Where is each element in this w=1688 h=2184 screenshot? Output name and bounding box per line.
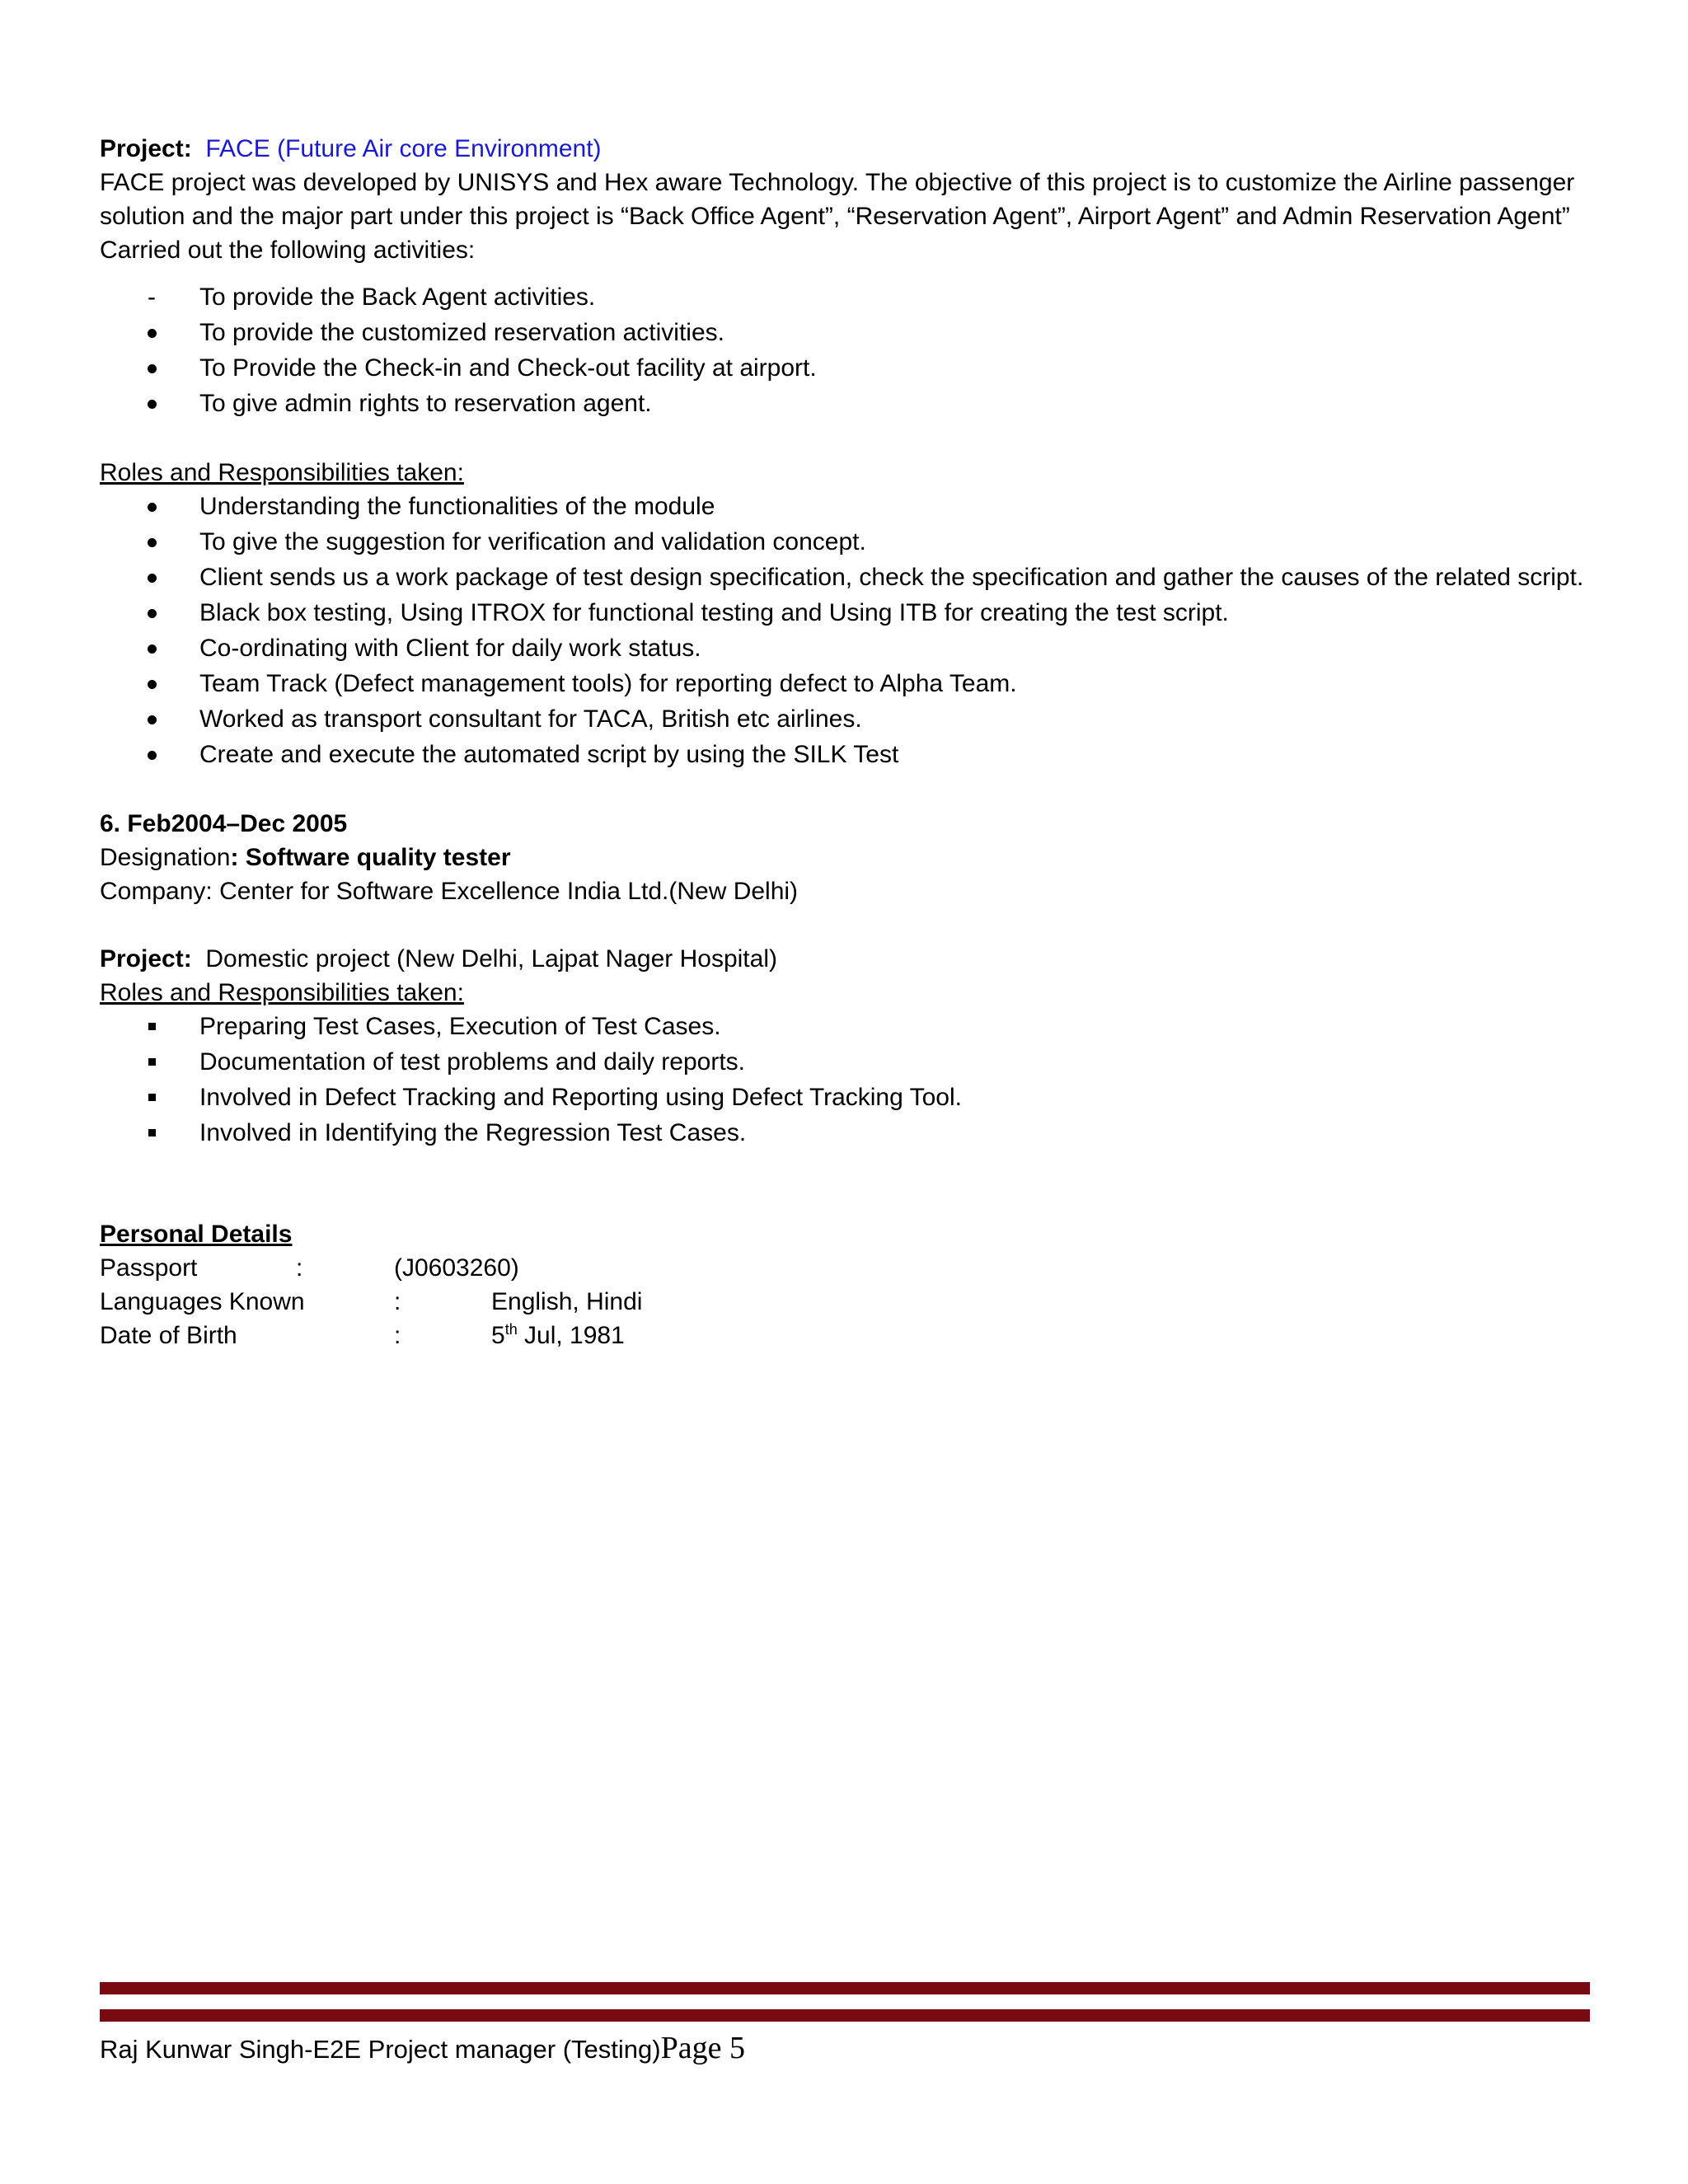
footer-text: Raj Kunwar Singh-E2E Project manager (Testing) (100, 2035, 661, 2064)
project2-label: Project: (100, 945, 192, 972)
list-item: Co-ordinating with Client for daily work status. (199, 635, 701, 662)
languages-value: English, Hindi (491, 1288, 643, 1315)
document-body (100, 132, 1592, 1352)
page-footer (100, 2032, 745, 2066)
personal-heading: Personal Details (100, 1221, 293, 1248)
dob-row (100, 1319, 1592, 1352)
list-item: Involved in Identifying the Regression Test Cases. (199, 1119, 747, 1146)
footer-rule-top (100, 1982, 1590, 1994)
project2-line (100, 942, 1592, 976)
roles2-heading: Roles and Responsibilities taken: (100, 979, 464, 1006)
list-item: Documentation of test problems and daily reports. (199, 1048, 746, 1076)
passport-sep: : (296, 1254, 303, 1282)
roles2-list (100, 1010, 1592, 1150)
list-item: Team Track (Defect management tools) for reporting defect to Alpha Team. (199, 670, 1017, 697)
designation-value: : Software quality tester (230, 844, 511, 871)
company-line: Company: Center for Software Excellence India Ltd.(New Delhi) (100, 878, 799, 905)
list-item: Create and execute the automated script by using the SILK Test (199, 741, 899, 768)
activity-list (100, 280, 1592, 420)
languages-row (100, 1285, 1592, 1319)
project-name: FACE (Future Air core Environment) (205, 135, 602, 162)
roles-heading: Roles and Responsibilities taken: (100, 459, 464, 486)
list-item: Black box testing, Using ITROX for functional testing and Using ITB for creating the test script. (199, 599, 1229, 626)
designation-line (100, 841, 1592, 874)
page-number: Page 5 (660, 2031, 745, 2065)
designation-label: Designation (100, 844, 231, 871)
passport-label: Passport (100, 1254, 198, 1282)
list-item: To give admin rights to reservation agent. (199, 390, 652, 417)
list-item: To provide the customized reservation activities. (199, 319, 724, 346)
job-period: 6. Feb2004–Dec 2005 (100, 810, 348, 837)
passport-value: (J0603260) (394, 1254, 519, 1282)
dob-value: 5th Jul, 1981 (491, 1321, 625, 1349)
dash-marker: - (148, 284, 156, 311)
project2-name: Domestic project (New Delhi, Lajpat Nager Hospital) (205, 945, 777, 972)
list-item: Preparing Test Cases, Execution of Test Cases. (199, 1013, 721, 1040)
list-item: To give the suggestion for verification and validation concept. (199, 528, 866, 555)
list-item: Client sends us a work package of test design specification, check the specification and gather the causes of the related script. (199, 564, 1584, 591)
project-label: Project: (100, 135, 192, 162)
list-item: Understanding the functionalities of the module (199, 493, 715, 520)
roles-list (100, 490, 1592, 771)
project-line (100, 132, 1592, 166)
list-item: Worked as transport consultant for TACA, British etc airlines. (199, 705, 862, 733)
dob-label: Date of Birth (100, 1322, 237, 1349)
languages-label: Languages Known (100, 1288, 305, 1315)
dob-sep: : (394, 1322, 401, 1349)
project-description: FACE project was developed by UNISYS and Hex aware Technology. The objective of this project is to customize the Airline passenger solution and the major part under this project is “Back Office Agent”, “Reservation Agent”, Airport Agent” and Admin Reservation Agent” Carried out the following activities: (100, 169, 1575, 264)
footer-rule-bottom (100, 2009, 1590, 2022)
languages-sep: : (394, 1288, 401, 1315)
list-item: Involved in Defect Tracking and Reporting using Defect Tracking Tool. (199, 1084, 962, 1111)
list-item: To Provide the Check-in and Check-out facility at airport. (199, 354, 817, 382)
passport-row (100, 1251, 1592, 1285)
list-item: - To provide the Back Agent activities. (100, 280, 1592, 314)
